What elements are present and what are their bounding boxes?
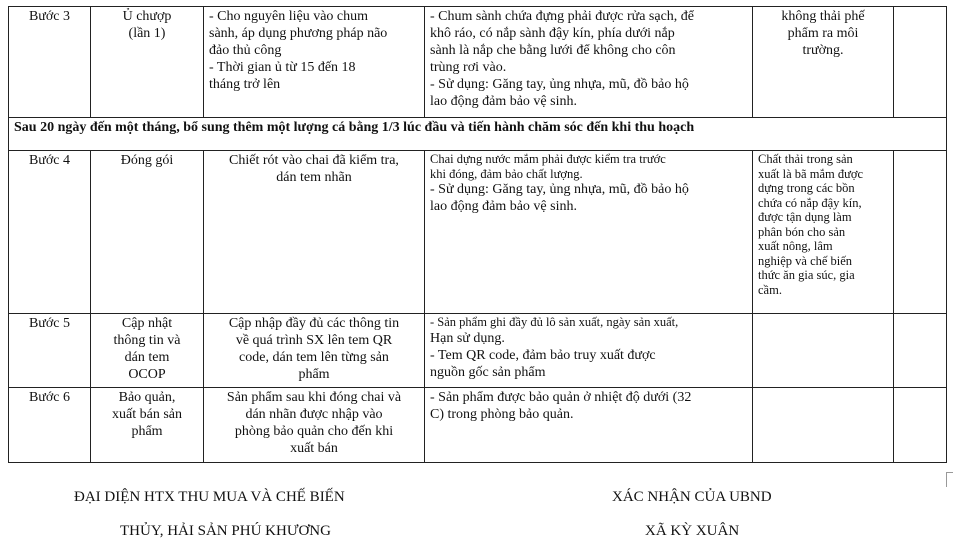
extra-cell [894,388,947,463]
requirement-cell: - Sản phẩm ghi đầy đủ lô sản xuất, ngày sản xuất, Hạn sử dụng. - Tem QR code, đảm bảo truy xuất được nguồn gốc sản phẩm [425,314,753,388]
stage-note-banner: Sau 20 ngày đến một tháng, bổ sung thêm một lượng cá bằng 1/3 lúc đầu và tiến hành chăm sóc đến khi thu hoạch [9,118,947,151]
requirement-cell: - Chum sành chứa đựng phải được rửa sạch, để khô ráo, có nắp sành đậy kín, phía dưới nắp sành là nắp che bằng lưới để không cho côn trùng rơi vào. - Sử dụng: Găng tay, ủng nhựa, mũ, đồ bảo hộ lao động đảm bảo vệ sinh. [425,7,753,118]
step-cell: Bước 4 [9,151,91,314]
waste-cell [753,314,894,388]
description-cell: - Cho nguyên liệu vào chum sành, áp dụng phương pháp não đảo thủ công - Thời gian ủ từ 15 đến 18 tháng trở lên [204,7,425,118]
step-cell: Bước 6 [9,388,91,463]
table-row [9,7,947,118]
description-cell: Cập nhập đầy đủ các thông tin về quá trình SX lên tem QR code, dán tem lên từng sản phẩm [204,314,425,388]
process-table [8,6,947,463]
step-name-cell: Đóng gói [91,151,204,314]
text-boundary-mark [946,472,953,487]
right-signature-title-line2: XÃ KỲ XUÂN [645,523,740,539]
step-name-cell: Bảo quản, xuất bán sản phẩm [91,388,204,463]
description-cell: Chiết rót vào chai đã kiểm tra, dán tem nhãn [204,151,425,314]
left-signature-title-line2: THỦY, HẢI SẢN PHÚ KHƯƠNG [120,523,331,539]
waste-cell [753,388,894,463]
extra-cell [894,7,947,118]
step-cell: Bước 3 [9,7,91,118]
step-cell: Bước 5 [9,314,91,388]
extra-cell [894,314,947,388]
waste-cell: Chất thải trong sản xuất là bã mắm được dựng trong các bồn chứa có nắp đậy kín, được tận dụng làm phân bón cho sản xuất nông, lâm nghiệp và chế biến thức ăn gia súc, gia cầm. [753,151,894,314]
left-signature-title-line1: ĐẠI DIỆN HTX THU MUA VÀ CHẾ BIẾN [74,489,345,505]
table-row [9,118,947,151]
table-row [9,151,947,314]
right-signature-title-line1: XÁC NHẬN CỦA UBND [612,489,772,505]
step-name-cell: Cập nhật thông tin và dán tem OCOP [91,314,204,388]
requirement-cell: - Sản phẩm được bảo quản ở nhiệt độ dưới (32 C) trong phòng bảo quản. [425,388,753,463]
extra-cell [894,151,947,314]
waste-cell: không thải phế phẩm ra môi trường. [753,7,894,118]
requirement-cell: Chai dựng nước mắm phải được kiểm tra trước khi đóng, đảm bảo chất lượng. - Sử dụng: Găng tay, ủng nhựa, mũ, đồ bảo hộ lao động đảm bảo vệ sinh. [425,151,753,314]
step-name-cell: Ủ chượp (lần 1) [91,7,204,118]
table-row [9,388,947,463]
table-row [9,314,947,388]
description-cell: Sản phẩm sau khi đóng chai và dán nhãn được nhập vào phòng bảo quản cho đến khi xuất bán [204,388,425,463]
